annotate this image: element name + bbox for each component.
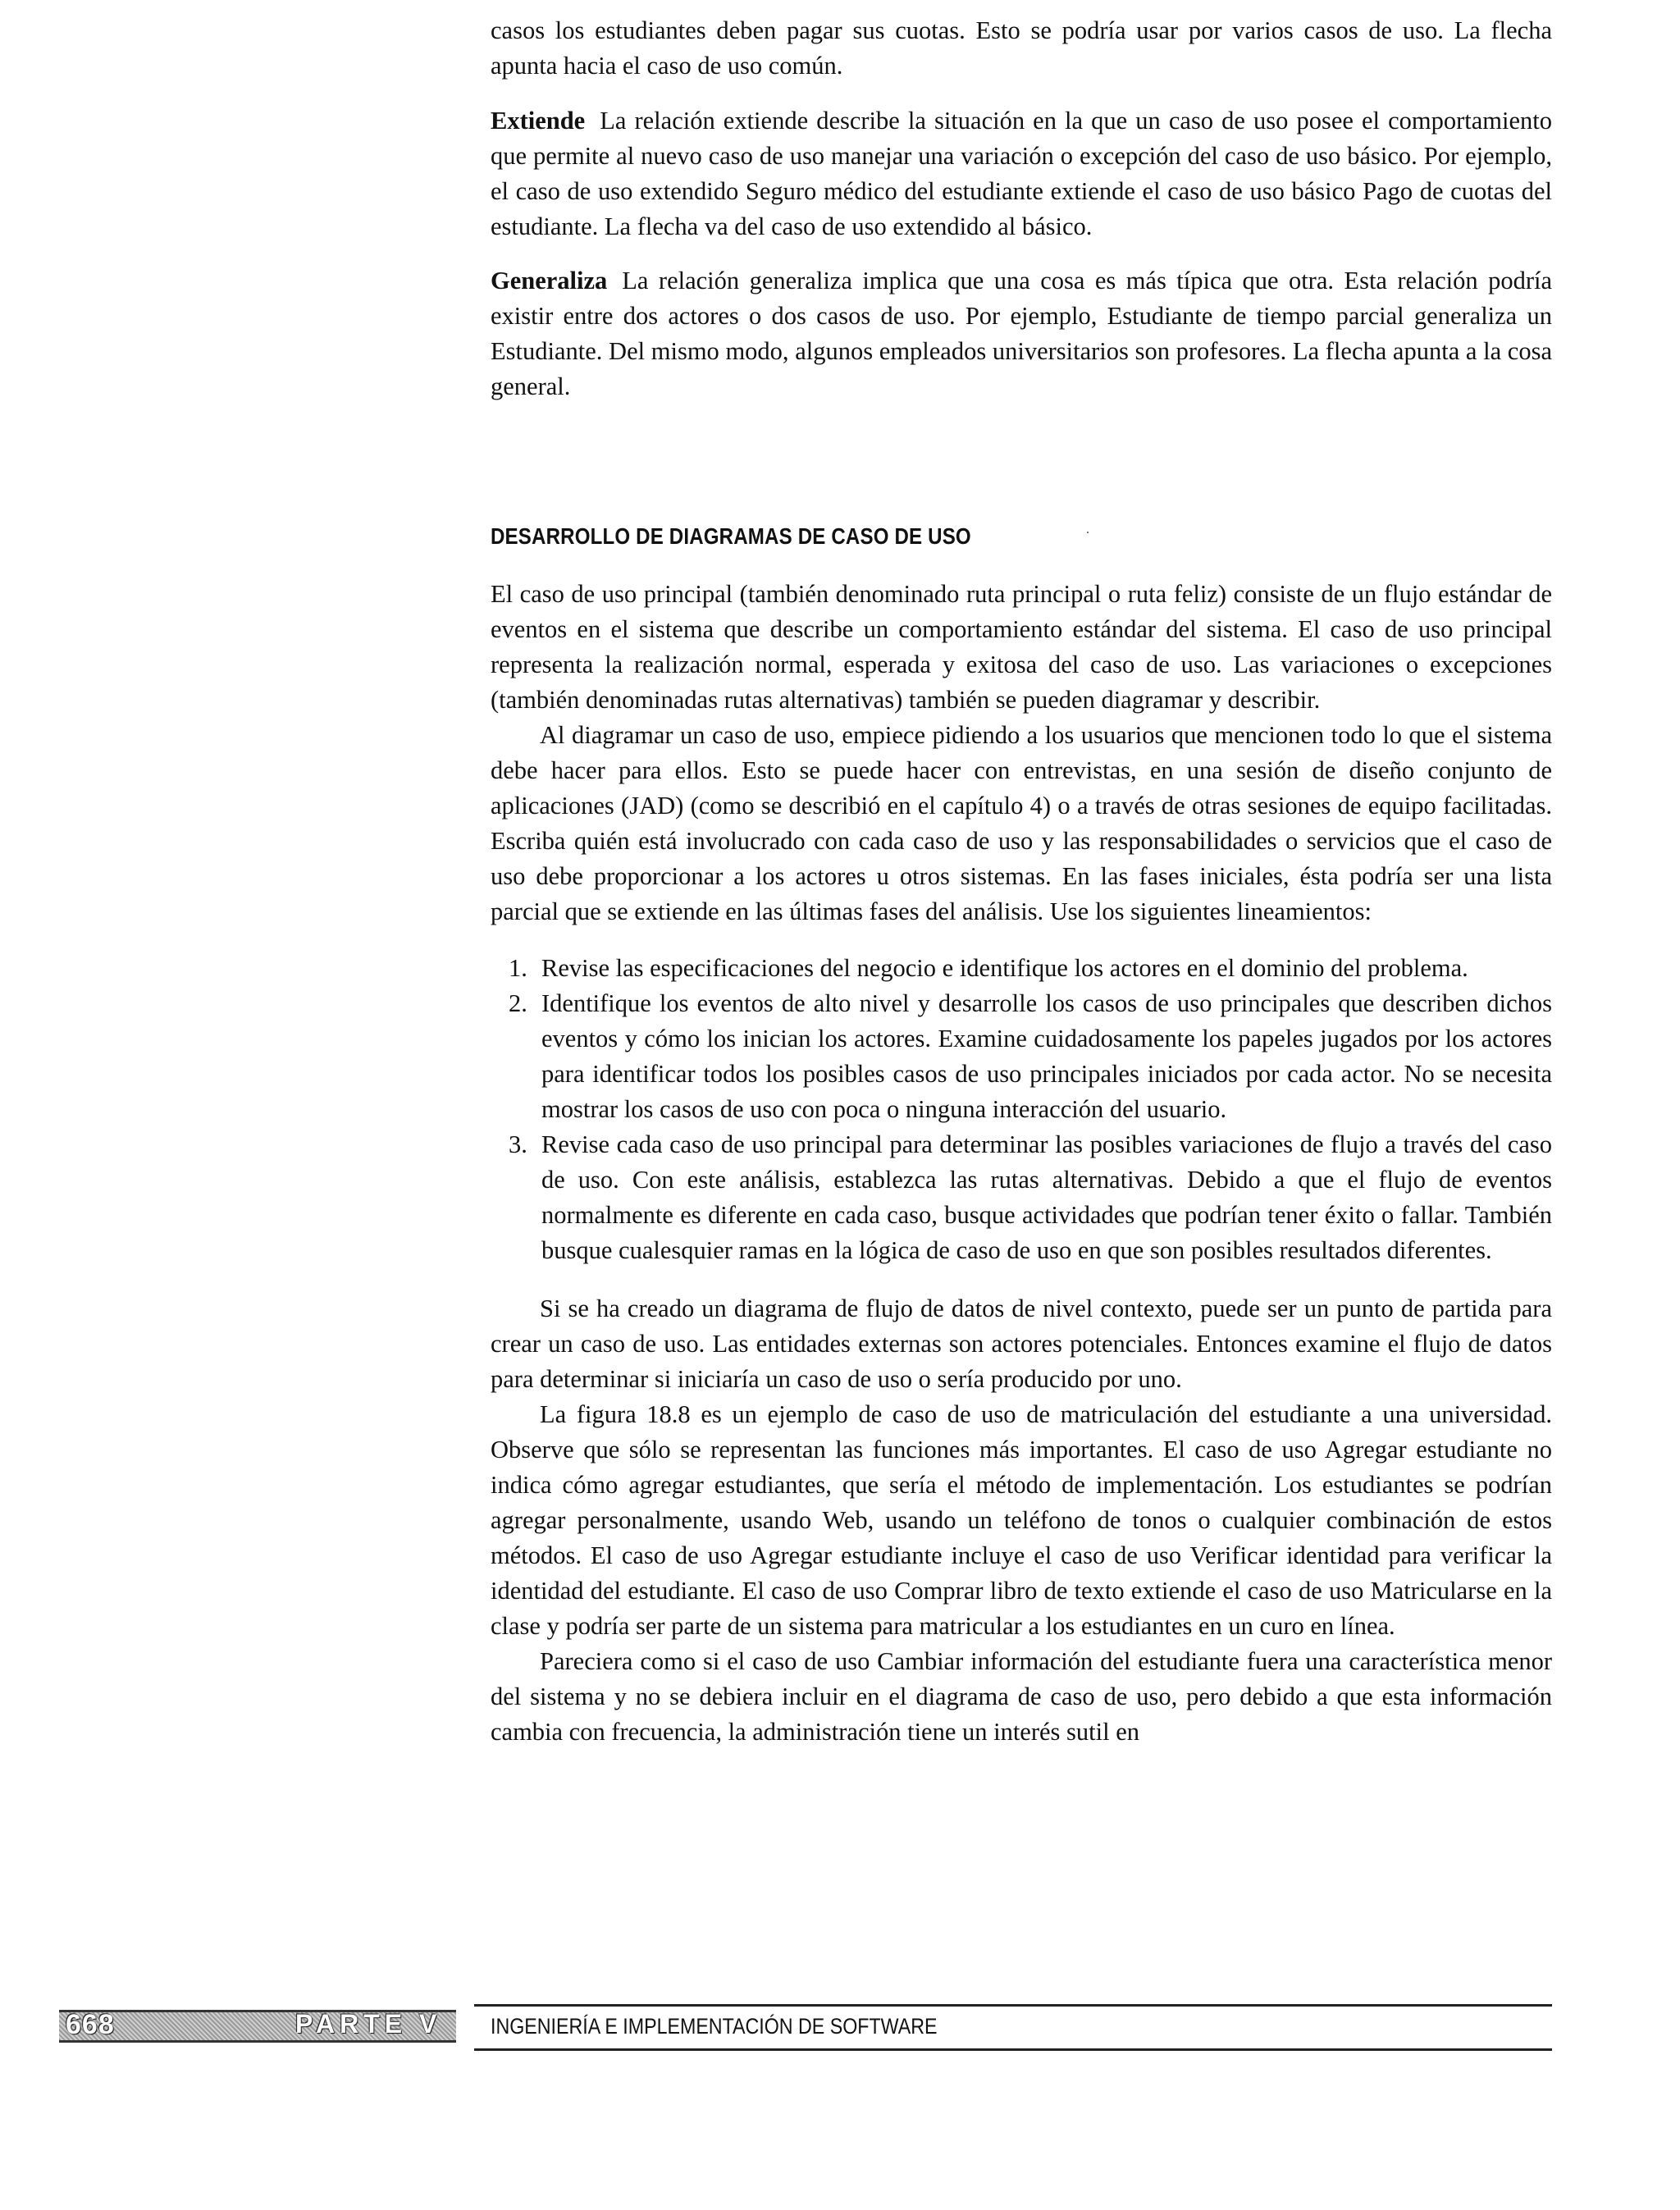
section-paragraph-4: La figura 18.8 es un ejemplo de caso de uso de matriculación del estudiante a una universidad. Observe que sólo se representan las funciones más importantes. El caso de uso Agregar estudiante no indica cómo agregar estudiantes, que sería el método de implementación. Los estudiantes se podrían agregar personalmente, usando Web, usando un teléfono de tonos o cualquier combinación de estos métodos. El caso de uso Agregar estudiante incluye el caso de uso Verificar identidad para verificar la identidad del estudiante. El caso de uso Comprar libro de texto extiende el caso de uso Matricularse en la clase y podría ser parte de un sistema para matricular a los estudiantes en un curo en línea. <box>491 1400 1552 1640</box>
list-item <box>491 986 1552 1127</box>
footer-rule-top <box>474 2004 1552 2007</box>
extiende-paragraph <box>491 103 1552 244</box>
footer-rule-bottom <box>474 2048 1552 2051</box>
generaliza-text: La relación generaliza implica que una cosa es más típica que otra. Esta relación podría existir entre dos actores o dos casos de uso. Por ejemplo, Estudiante de tiempo parcial generaliza un Estudiante. Del mismo modo, algunos empleados universitarios son profesores. La flecha apunta a la cosa general. <box>491 267 1552 400</box>
section-heading: DESARROLLO DE DIAGRAMAS DE CASO DE USO <box>491 523 971 549</box>
list-item-number: 3. <box>509 1130 527 1158</box>
section-paragraph-3: Si se ha creado un diagrama de flujo de datos de nivel contexto, puede ser un punto de partida para crear un caso de uso. Las entidades externas son actores potenciales. Entonces examine el flujo de datos para determinar si iniciaría un caso de uso o sería producido por uno. <box>491 1294 1552 1393</box>
extiende-term: Extiende <box>491 107 586 135</box>
extiende-text: La relación extiende describe la situación en la que un caso de uso posee el comportamiento que permite al nuevo caso de uso manejar una variación o excepción del caso de uso básico. Por ejemplo, el caso de uso extendido Seguro médico del estudiante extiende el caso de uso básico Pago de cuotas del estudiante. La flecha va del caso de uso extendido al básico. <box>491 107 1552 240</box>
guidelines-list <box>491 951 1552 1268</box>
page-number: 668 <box>66 2009 115 2040</box>
generaliza-paragraph <box>491 263 1552 404</box>
section-paragraph-5: Pareciera como si el caso de uso Cambiar información del estudiante fuera una característica menor del sistema y no se debiera incluir en el diagrama de caso de uso, pero debido a que esta información cambia con frecuencia, la administración tiene un interés sutil en <box>491 1647 1552 1746</box>
section-paragraph-1: El caso de uso principal (también denominado ruta principal o ruta feliz) consiste de un flujo estándar de eventos en el sistema que describe un comportamiento estándar del sistema. El caso de uso principal representa la realización normal, esperada y exitosa del caso de uso. Las variaciones o excepciones (también denominadas rutas alternativas) también se pueden diagramar y describir. <box>491 580 1552 714</box>
scan-speck <box>1087 532 1089 533</box>
generaliza-term: Generaliza <box>491 267 608 295</box>
list-item-number: 2. <box>509 989 527 1017</box>
top-text-column <box>491 13 1552 404</box>
list-item-text: Identifique los eventos de alto nivel y desarrolle los casos de uso principales que describen dichos eventos y cómo los inician los actores. Examine cuidadosamente los papeles jugados por los actores para identificar todos los posibles casos de uso principales iniciados por cada actor. No se necesita mostrar los casos de uso con poca o ninguna interacción del usuario. <box>541 989 1552 1123</box>
section-paragraph-2: Al diagramar un caso de uso, empiece pidiendo a los usuarios que mencionen todo lo que el sistema debe hacer para ellos. Esto se puede hacer con entrevistas, en una sesión de diseño conjunto de aplicaciones (JAD) (como se describió en el capítulo 4) o a través de otras sesiones de equipo facilitadas. Escriba quién está involucrado con cada caso de uso y las responsabilidades o servicios que el caso de uso debe proporcionar a los actores u otros sistemas. En las fases iniciales, ésta podría ser una lista parcial que se extiende en las últimas fases del análisis. Use los siguientes lineamientos: <box>491 721 1552 925</box>
list-item-number: 1. <box>509 954 527 982</box>
list-item <box>491 951 1552 986</box>
list-item-text: Revise las especificaciones del negocio e identifique los actores en el dominio del problema. <box>541 954 1468 982</box>
footer-running-title: INGENIERÍA E IMPLEMENTACIÓN DE SOFTWARE <box>491 2014 938 2039</box>
part-label: PARTE V <box>295 2009 442 2039</box>
section-body <box>491 577 1552 1750</box>
continuation-paragraph: casos los estudiantes deben pagar sus cuotas. Esto se podría usar por varios casos de uso. La flecha apunta hacia el caso de uso común. <box>491 16 1552 80</box>
list-item <box>491 1127 1552 1268</box>
list-item-text: Revise cada caso de uso principal para determinar las posibles variaciones de flujo a través del caso de uso. Con este análisis, establezca las rutas alternativas. Debido a que el flujo de eventos normalmente es diferente en cada caso, busque actividades que podrían tener éxito o fallar. También busque cualesquier ramas en la lógica de caso de uso en que son posibles resultados diferentes. <box>541 1130 1552 1264</box>
